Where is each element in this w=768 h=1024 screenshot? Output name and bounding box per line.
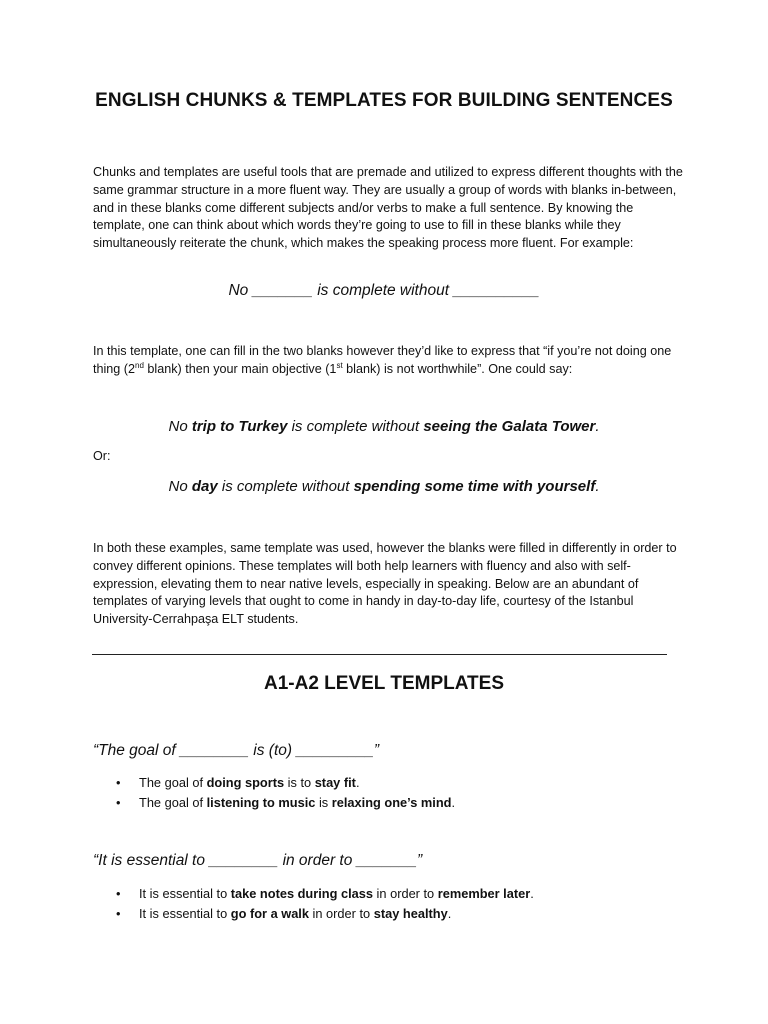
template-pattern-1: “The goal of ________ is (to) _________”	[93, 742, 380, 759]
template-example: No _______ is complete without __________	[228, 282, 540, 299]
template-pattern-2: “It is essential to ________ in order to _______”	[93, 852, 423, 869]
bullet-bold: stay fit	[314, 775, 356, 790]
list-item	[93, 773, 455, 793]
document-title: ENGLISH CHUNKS & TEMPLATES FOR BUILDING SENTENCES	[95, 90, 673, 111]
bullet-text: It is essential to	[139, 906, 231, 921]
bullet-text: is	[315, 795, 332, 810]
bullet-bold: relaxing one’s mind	[331, 795, 452, 810]
example1-part-c: is complete without	[287, 418, 424, 435]
or-label: Or:	[93, 449, 111, 463]
template-2-examples	[93, 884, 534, 924]
example1-blank-1: trip to Turkey	[191, 418, 288, 435]
example1-part-e: .	[595, 418, 600, 435]
example2-blank-2: spending some time with yourself	[353, 478, 596, 495]
bullet-icon: •	[116, 775, 121, 790]
bullet-icon: •	[116, 906, 121, 921]
example1-part-a: No	[168, 418, 192, 435]
bullet-text: .	[451, 795, 456, 810]
list-item	[93, 884, 534, 904]
bullet-text: It is essential to	[139, 886, 231, 901]
explanation-text-3: blank) is not worthwhile”. One could say:	[342, 361, 573, 376]
bullet-text: in order to	[308, 906, 374, 921]
conclusion-paragraph: In both these examples, same template was used, however the blanks were filled in differently in order to convey different opinions. These templates will both help learners with fluency and also with self-expression, elevating them to near native levels, especially in speaking. Below are an abundant of templates of varying levels that ought to come in handy in day-to-day life, courtesy of the Istanbul University-Cerrahpaşa ELT students.	[93, 541, 677, 627]
bullet-bold: remember later	[437, 886, 531, 901]
bullet-text: .	[530, 886, 534, 901]
template-1-examples	[93, 773, 455, 813]
bullet-icon: •	[116, 795, 121, 810]
explanation-text-2: blank) then your main objective (1	[143, 361, 337, 376]
intro-paragraph: Chunks and templates are useful tools that are premade and utilized to express different thoughts with the same grammar structure in a more fluent way. They are usually a group of words with blanks in-between, and in these blanks come different subjects and/or verbs to make a full sentence. By knowing the template, one can think about which words they’re going to use to fill in these blanks while they simultaneously reiterate the chunk, which makes the speaking process more fluent. For example:	[93, 165, 683, 251]
bullet-icon: •	[116, 886, 121, 901]
bullet-bold: take notes during class	[230, 886, 373, 901]
superscript-nd: nd	[135, 360, 144, 370]
bullet-text: is to	[284, 775, 315, 790]
bullet-text: The goal of	[139, 795, 207, 810]
explanation-paragraph	[93, 343, 683, 379]
list-item	[93, 793, 455, 813]
bullet-bold: stay healthy	[373, 906, 448, 921]
bullet-text: .	[355, 775, 360, 790]
list-item	[93, 904, 534, 924]
section-divider	[92, 654, 667, 655]
example1-blank-2: seeing the Galata Tower	[423, 418, 596, 435]
bullet-text: .	[447, 906, 452, 921]
example-sentence-2	[0, 478, 768, 495]
example-sentence-1	[0, 418, 768, 435]
bullet-text: in order to	[373, 886, 438, 901]
example2-blank-1: day	[191, 478, 218, 495]
example2-part-e: .	[595, 478, 600, 495]
bullet-bold: doing sports	[206, 775, 285, 790]
superscript-st: st	[336, 360, 343, 370]
explanation-text-1: In this template, one can fill in the two blanks however they’d like to express that “if you’re not doing one thing (2	[93, 344, 672, 376]
example2-part-c: is complete without	[217, 478, 354, 495]
bullet-bold: listening to music	[206, 795, 316, 810]
section-heading: A1-A2 LEVEL TEMPLATES	[264, 673, 504, 694]
bullet-bold: go for a walk	[230, 906, 309, 921]
example2-part-a: No	[168, 478, 192, 495]
bullet-text: The goal of	[139, 775, 207, 790]
